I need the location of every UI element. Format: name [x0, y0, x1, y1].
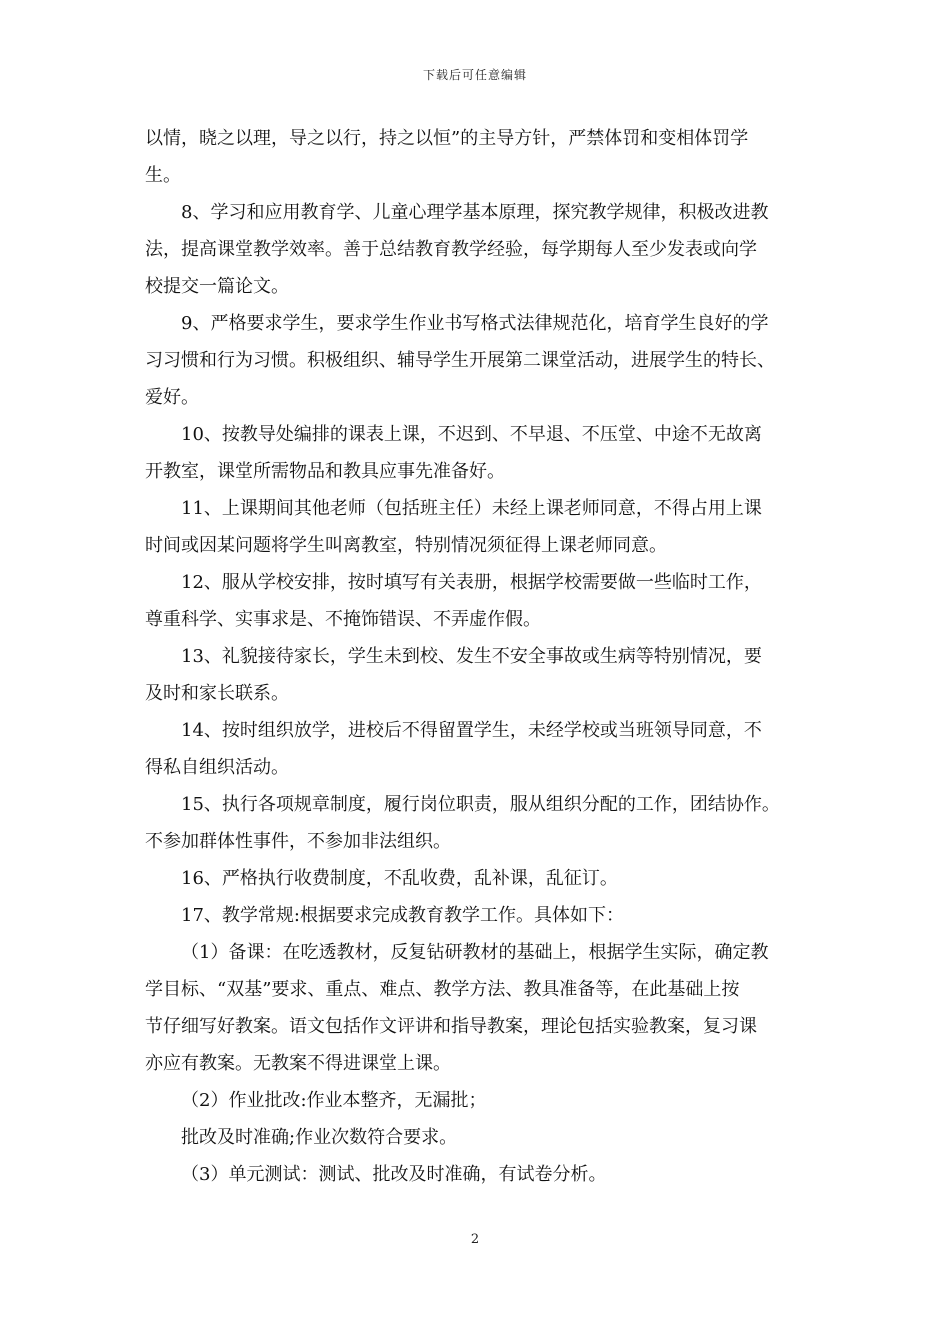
text-line: 不参加群体性事件，不参加非法组织。 — [145, 831, 451, 852]
text-line: （2）作业批改:作业本整齐，无漏批； — [181, 1090, 487, 1111]
document-body — [145, 120, 835, 1193]
text-line: 节仔细写好教案。语文包括作文评讲和指导教案，理论包括实验教案，复习课 — [145, 1016, 757, 1037]
text-line: 批改及时准确;作业次数符合要求。 — [181, 1127, 458, 1148]
text-line: 生。 — [145, 165, 181, 186]
page-header — [0, 66, 950, 83]
page-number: 2 — [470, 1232, 480, 1247]
header-text: 下载后可任意编辑 — [422, 68, 527, 82]
page-footer — [0, 1232, 950, 1247]
text-line: 校提交一篇论文。 — [145, 276, 289, 297]
text-line: 16、严格执行收费制度，不乱收费，乱补课，乱征订。 — [181, 868, 618, 889]
text-line: 14、按时组织放学，进校后不得留置学生，未经学校或当班领导同意，不 — [181, 720, 762, 741]
text-line: 9、严格要求学生，要求学生作业书写格式法律规范化，培育学生良好的学 — [181, 313, 769, 334]
text-line: 17、教学常规:根据要求完成教育教学工作。具体如下： — [181, 905, 624, 926]
text-line: （1）备课：在吃透教材，反复钻研教材的基础上，根据学生实际，确定教 — [181, 942, 769, 963]
text-line: 及时和家长联系。 — [145, 683, 289, 704]
text-line: 习习惯和行为习惯。积极组织、辅导学生开展第二课堂活动，进展学生的特长、 — [145, 350, 775, 371]
text-line: 8、学习和应用教育学、儿童心理学基本原理，探究教学规律，积极改进教 — [181, 202, 769, 223]
text-line: 以情，晓之以理，导之以行，持之以恒”的主导方针，严禁体罚和变相体罚学 — [145, 128, 749, 149]
text-line: 11、上课期间其他老师（包括班主任）未经上课老师同意，不得占用上课 — [181, 498, 762, 519]
text-line: 尊重科学、实事求是、不掩饰错误、不弄虚作假。 — [145, 609, 541, 630]
text-line: 15、执行各项规章制度，履行岗位职责，服从组织分配的工作，团结协作。 — [181, 794, 780, 815]
text-line: 得私自组织活动。 — [145, 757, 289, 778]
text-line: 爱好。 — [145, 387, 199, 408]
text-line: 亦应有教案。无教案不得进课堂上课。 — [145, 1053, 451, 1074]
text-line: 12、服从学校安排，按时填写有关表册，根据学校需要做一些临时工作， — [181, 572, 762, 593]
text-line: 学目标、“双基”要求、重点、难点、教学方法、教具准备等，在此基础上按 — [145, 979, 740, 1000]
text-line: 开教室，课堂所需物品和教具应事先准备好。 — [145, 461, 505, 482]
text-line: （3）单元测试：测试、批改及时准确，有试卷分析。 — [181, 1164, 607, 1185]
text-line: 时间或因某问题将学生叫离教室，特别情况须征得上课老师同意。 — [145, 535, 667, 556]
text-line: 法，提高课堂教学效率。善于总结教育教学经验，每学期每人至少发表或向学 — [145, 239, 757, 260]
text-line: 10、按教导处编排的课表上课，不迟到、不早退、不压堂、中途不无故离 — [181, 424, 762, 445]
text-line: 13、礼貌接待家长，学生未到校、发生不安全事故或生病等特别情况，要 — [181, 646, 762, 667]
